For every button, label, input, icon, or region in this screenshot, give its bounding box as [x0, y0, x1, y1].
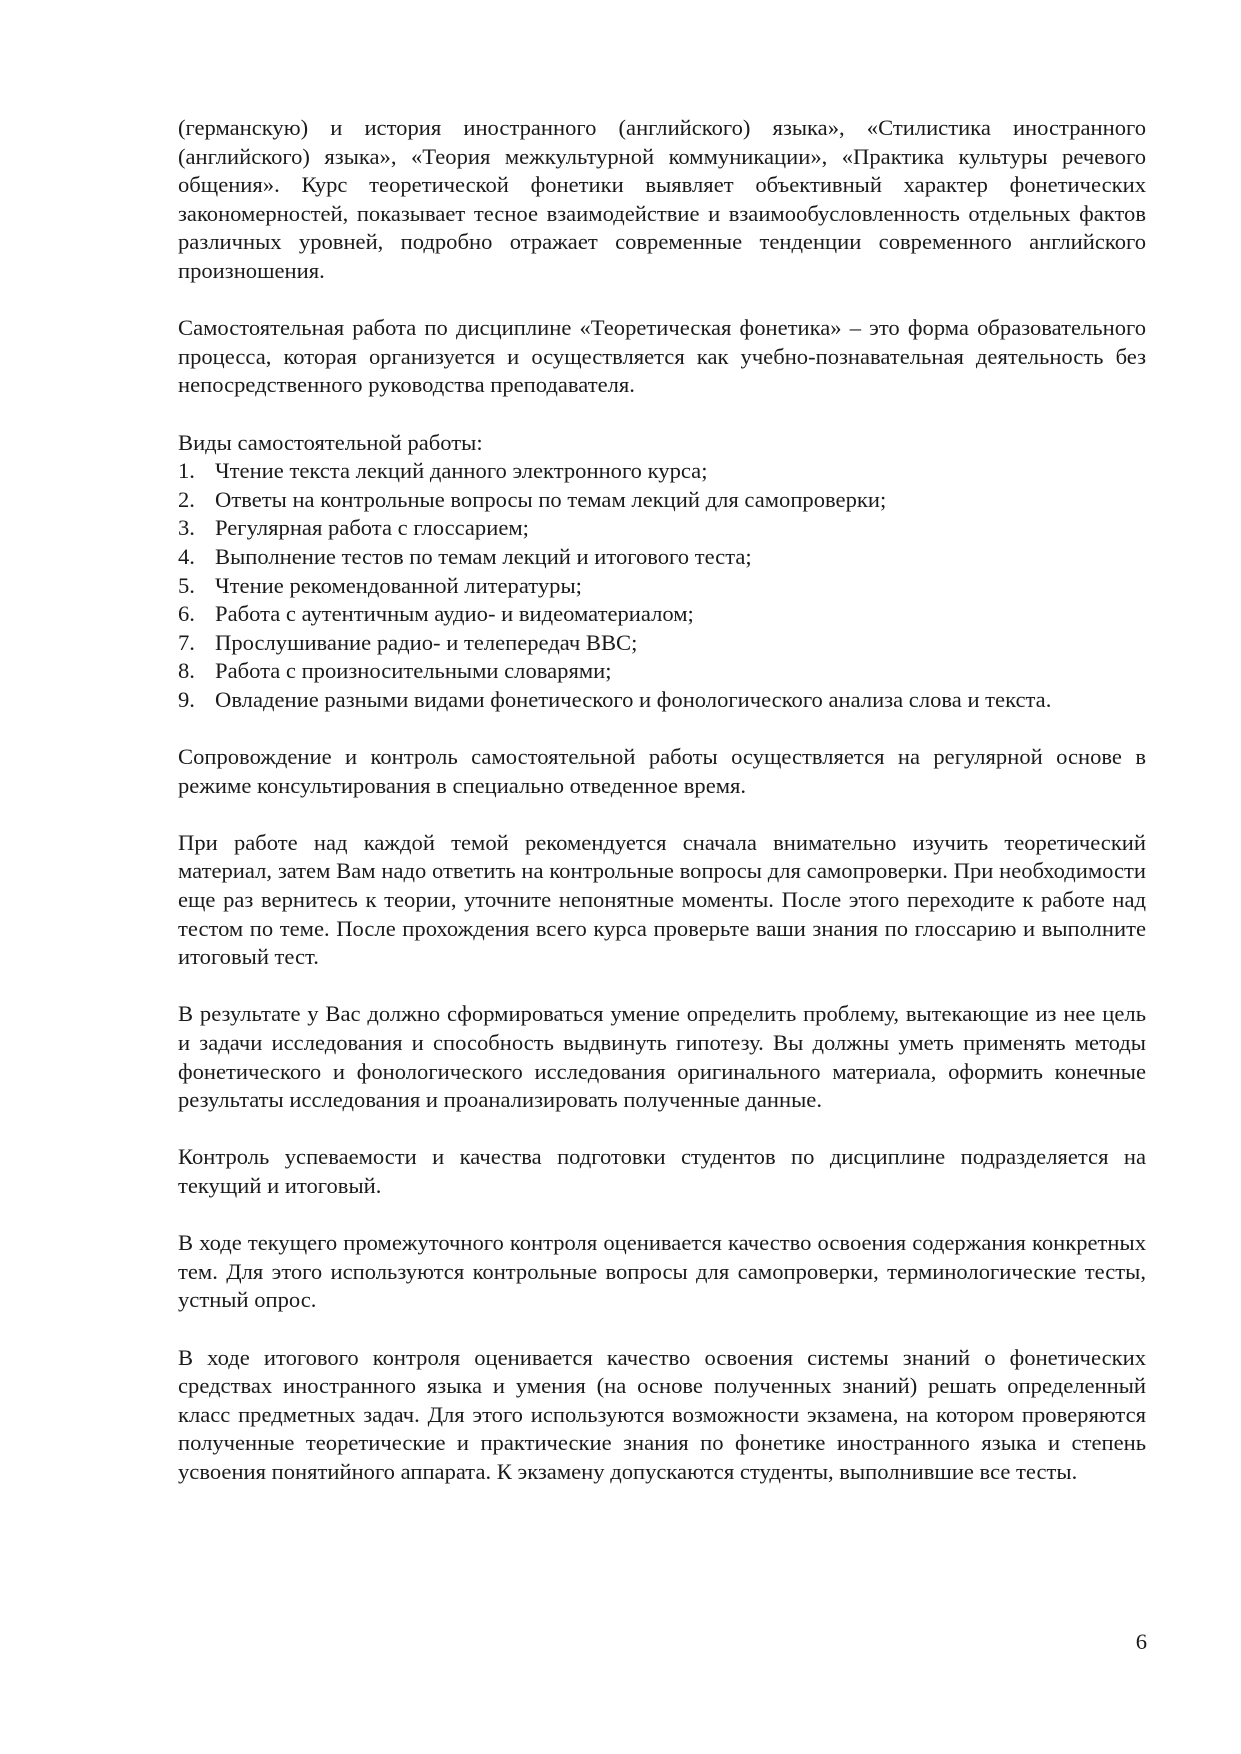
list-item: [178, 600, 1146, 629]
work-types-list: [178, 457, 1146, 714]
list-item: [178, 543, 1146, 572]
list-item-text: Чтение текста лекций данного электронного курса;: [215, 458, 708, 484]
list-item: [178, 486, 1146, 515]
list-item-text: Овладение разными видами фонетического и фонологического анализа слова и текста.: [215, 686, 1052, 712]
paragraph-current-control: В ходе текущего промежуточного контроля оценивается качество освоения содержания конкретных тем. Для этого используются контрольные вопросы для самопроверки, терминологические тесты, устный опрос.: [178, 1230, 1146, 1313]
list-item-text: Работа с аутентичным аудио- и видеоматериалом;: [215, 601, 694, 627]
list-item: [178, 572, 1146, 601]
list-item: [178, 657, 1146, 686]
list-item-number: 4.: [178, 543, 195, 569]
list-item-text: Регулярная работа с глоссарием;: [215, 515, 529, 541]
list-item-number: 3.: [178, 515, 195, 541]
paragraph-study-recommendations: При работе над каждой темой рекомендуется сначала внимательно изучить теоретический материал, затем Вам надо ответить на контрольные вопросы для самопроверки. При необходимости еще раз вернитесь к теории, уточните непонятные моменты. После этого переходите к работе над тестом по теме. После прохождения всего курса проверьте ваши знания по глоссарию и выполните итоговый тест.: [178, 829, 1146, 970]
page-number: 6: [1135, 1629, 1147, 1654]
paragraph-assessment-types: Контроль успеваемости и качества подготовки студентов по дисциплине подразделяется на текущий и итоговый.: [178, 1144, 1146, 1198]
list-item-number: 8.: [178, 658, 195, 684]
list-item-text: Работа с произносительными словарями;: [215, 658, 612, 684]
paragraph-course-overview: (германскую) и история иностранного (английского) языка», «Стилистика иностранного (английского) языка», «Теория межкультурной коммуникации», «Практика культуры речевого общения». Курс теоретической фонетики выявляет объективный характер фонетических закономерностей, показывает тесное взаимодействие и взаимообусловленность отдельных фактов различных уровней, подробно отражает современные тенденции современного английского произношения.: [178, 115, 1146, 283]
paragraph-support-control: Сопровождение и контроль самостоятельной работы осуществляется на регулярной основе в режиме консультирования в специально отведенное время.: [178, 744, 1146, 798]
page-content: [178, 114, 1146, 1515]
list-item-text: Ответы на контрольные вопросы по темам лекций для самопроверки;: [215, 486, 887, 512]
list-item-number: 7.: [178, 629, 195, 655]
list-intro: Виды самостоятельной работы:: [178, 429, 483, 455]
paragraph-expected-results: В результате у Вас должно сформироваться умение определить проблему, вытекающие из нее цель и задачи исследования и способность выдвинуть гипотезу. Вы должны уметь применять методы фонетического и фонологического исследования оригинального материала, оформить конечные результаты исследования и проанализировать полученные данные.: [178, 1001, 1146, 1113]
list-item-number: 6.: [178, 601, 195, 627]
paragraph-independent-work-definition: Самостоятельная работа по дисциплине «Теоретическая фонетика» – это форма образовательного процесса, которая организуется и осуществляется как учебно-познавательная деятельность без непосредственного руководства преподавателя.: [178, 315, 1146, 398]
list-item-number: 9.: [178, 686, 195, 712]
list-item: [178, 629, 1146, 658]
list-item-number: 5.: [178, 572, 195, 598]
list-item-number: 2.: [178, 486, 195, 512]
paragraph-final-control: В ходе итогового контроля оценивается качество освоения системы знаний о фонетических средствах иностранного языка и умения (на основе полученных знаний) решать определенный класс предметных задач. Для этого используются возможности экзамена, на котором проверяются полученные теоретические и практические знания по фонетике иностранного языка и степень усвоения понятийного аппарата. К экзамену допускаются студенты, выполнившие все тесты.: [178, 1344, 1146, 1484]
list-item-number: 1.: [178, 458, 195, 484]
list-item: [178, 514, 1146, 543]
list-item-text: Выполнение тестов по темам лекций и итогового теста;: [215, 543, 752, 569]
list-item-text: Чтение рекомендованной литературы;: [215, 572, 582, 598]
list-item: [178, 457, 1146, 486]
list-item: [178, 686, 1146, 715]
list-item-text: Прослушивание радио- и телепередач BBC;: [215, 629, 638, 655]
